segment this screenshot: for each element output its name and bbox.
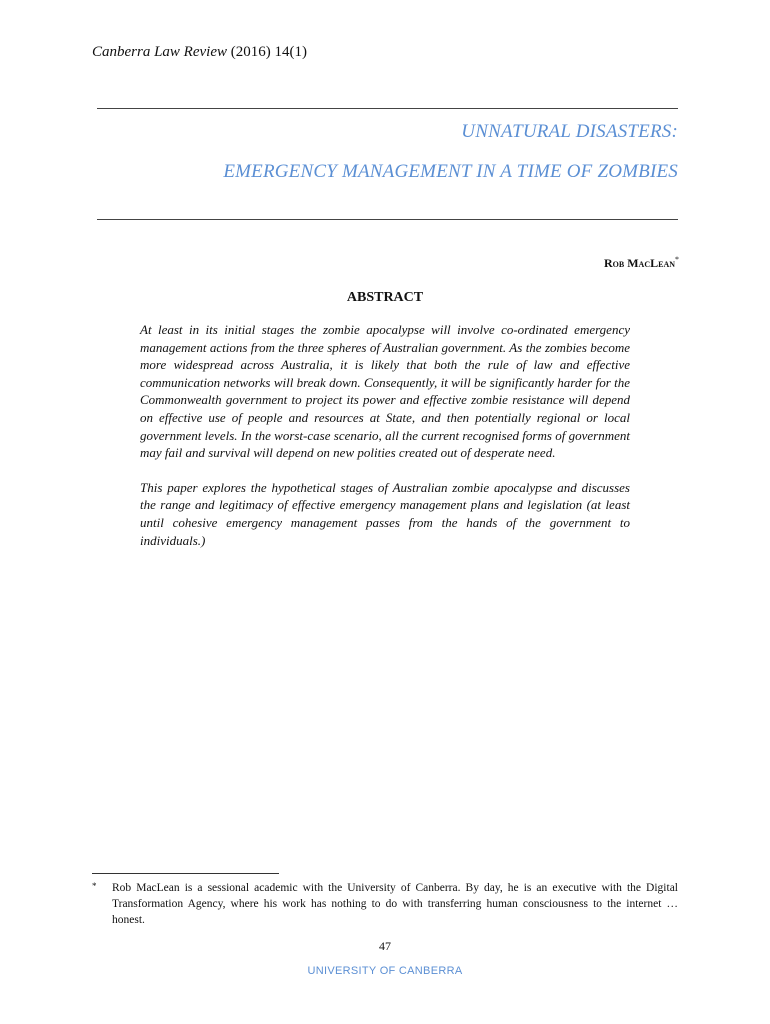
footnote-marker: *	[92, 881, 97, 891]
footnote-separator	[92, 873, 279, 874]
abstract-paragraph-1: At least in its initial stages the zombie apocalypse will involve co-ordinated emergency management actions from the three spheres of Australian government. As the zombies become more widespread across Australia, it is likely that both the rule of law and effective communication networks will break down. Consequently, it will be significantly harder for the Commonwealth government to project its power and effective zombie resistance will depend on effective use of people and resources at State, and then potentially regional or local government levels. In the worst-case scenario, all the current recognised forms of government may fail and survival will depend on new polities created out of desperate need.	[140, 322, 630, 461]
title-top-rule	[97, 108, 678, 109]
journal-name: Canberra Law Review	[92, 44, 227, 60]
title-bottom-rule	[97, 219, 678, 220]
page-number: 47	[379, 939, 391, 953]
abstract-heading: ABSTRACT	[346, 290, 424, 305]
author-footnote-marker[interactable]: *	[675, 255, 679, 264]
author-byline	[604, 255, 679, 271]
footnote-text: Rob MacLean is a sessional academic with the University of Canberra. By day, he is an executive with the Digital Transformation Agency, where his work has nothing to do with transferring human consciousness to the internet … honest.	[112, 882, 678, 926]
journal-header	[92, 44, 307, 61]
article-title-line-2: EMERGENCY MANAGEMENT IN A TIME OF ZOMBIES	[223, 161, 678, 182]
footnote	[92, 880, 678, 928]
abstract-body	[140, 321, 630, 566]
footer-brand: UNIVERSITY OF CANBERRA	[307, 965, 463, 977]
article-title-line-1: UNNATURAL DISASTERS:	[461, 121, 678, 142]
author-name: Rob MacLean	[604, 256, 675, 270]
journal-citation: (2016) 14(1)	[230, 44, 307, 60]
abstract-paragraph-2: This paper explores the hypothetical stages of Australian zombie apocalypse and discusses the range and legitimacy of effective emergency management plans and legislation (at least until cohesive emergency management passes from the hands of the government to individuals.)	[140, 479, 630, 548]
